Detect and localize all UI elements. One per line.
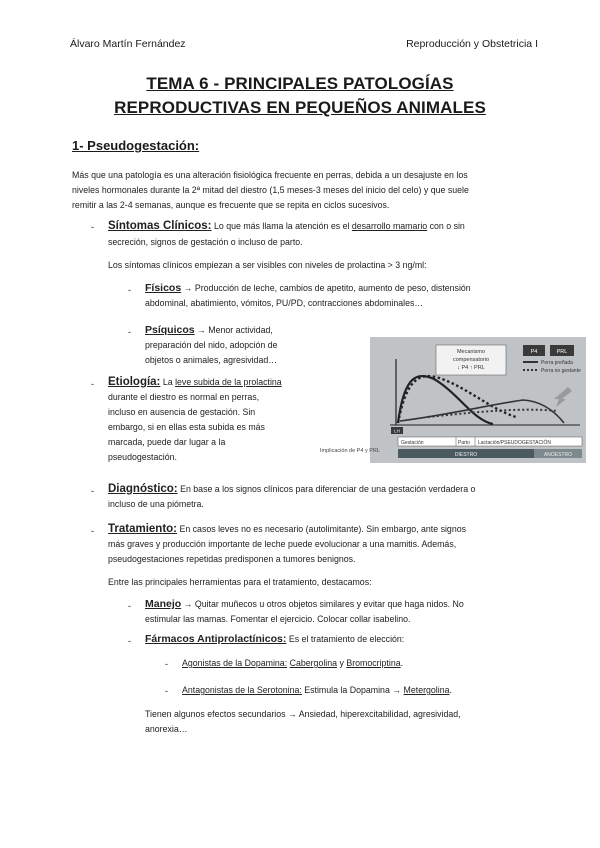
agonistas-label: Agonistas de la Dopamina:: [182, 658, 288, 668]
herramientas-text: Entre las principales herramientas para el tratamiento, destacamos:: [108, 577, 372, 587]
diestro-label: DIESTRO: [454, 452, 478, 458]
agonistas-line: Agonistas de la Dopamina: Cabergolina y Bromocriptina.: [182, 658, 404, 668]
tratamiento-line-2: más graves y producción importante de leche puede evolucionar a una mamitis. Además,: [108, 539, 457, 549]
bullet-dash: -: [165, 659, 168, 669]
etiologia-line-2: durante el diestro es normal en perras,: [108, 392, 260, 402]
page-title-line2: REPRODUCTIVAS EN PEQUEÑOS ANIMALES: [114, 98, 486, 117]
phase-parto: Parto: [458, 440, 470, 446]
anoestro-label: ANOESTRO: [543, 452, 573, 458]
etiologia-underlined: leve subida de la prolactina: [175, 377, 282, 387]
tratamiento-line-1: [108, 522, 466, 537]
legend-p4: P4: [530, 349, 538, 355]
antagonistas-text: Estimula la Dopamina →: [301, 685, 404, 695]
psiquicos-text: → Menor actividad,: [194, 325, 273, 335]
bullet-dash: -: [91, 526, 94, 536]
psiquicos-line-1: [145, 323, 273, 338]
lh-label: LH: [394, 428, 400, 434]
header-subject: Reproducción y Obstetricia I: [406, 38, 538, 50]
bullet-dash: -: [128, 327, 131, 337]
sintomas-line-1: [108, 219, 465, 234]
drug-bromocriptina: Bromocriptina: [346, 658, 401, 668]
farmacos-text: Es el tratamiento de elección:: [286, 634, 405, 644]
prolactina-text: Los síntomas clínicos empiezan a ser visibles con niveles de prolactina > 3 ng/ml:: [108, 260, 427, 270]
sintomas-text: Lo que más llama la atención es el: [211, 221, 352, 231]
psiquicos-line-3: objetos o animales, agresividad…: [145, 355, 278, 365]
legend-pregnant: Perra preñada: [541, 360, 573, 366]
bullet-dash: -: [91, 486, 94, 496]
page-title-line1: TEMA 6 - PRINCIPALES PATOLOGÍAS: [146, 74, 454, 93]
fisicos-line-2: abdominal, abatimiento, vómitos, PU/PD, contracciones abdominales…: [145, 298, 424, 308]
header-author: Álvaro Martín Fernández: [70, 38, 186, 50]
intro-line-3: remitir a las 2-4 semanas, aunque es frecuente que se repita en ciclos sucesivos.: [72, 200, 390, 210]
intro-line-1: Más que una patología es una alteración fisiológica frecuente en perras, debida a un desajuste en los: [72, 170, 468, 180]
fisicos-label: Físicos: [145, 282, 182, 294]
fisicos-line-1: [145, 281, 471, 296]
farmacos-line: [145, 632, 404, 647]
bullet-dash: -: [91, 379, 94, 389]
etiologia-line-5: marcada, puede dar lugar a la: [108, 437, 226, 447]
bullet-dash: -: [128, 285, 131, 295]
sintomas-line-2: secreción, signos de gestación o incluso de parto.: [108, 237, 303, 247]
phase-gestacion: Gestación: [401, 440, 424, 446]
manejo-text: → Quitar muñecos u otros objetos similares y evitar que haga nidos. No: [181, 599, 464, 609]
bullet-dash: -: [165, 686, 168, 696]
farmacos-label: Fármacos Antiprolactínicos:: [145, 633, 287, 645]
etiologia-line-1: [108, 375, 282, 390]
etiologia-line-3: incluso en ausencia de gestación. Sin: [108, 407, 256, 417]
intro-line-2: niveles hormonales durante la 2ª mitad del diestro (1,5 meses-3 meses del inicio del celo) y que suele: [72, 185, 469, 195]
diagnostico-text: En base a los signos clínicos para diferenciar de una gestación verdadera o: [177, 484, 476, 494]
mechanism-line-1: Mecanismo: [456, 349, 486, 355]
tratamiento-label: Tratamiento:: [108, 523, 178, 535]
etiologia-text: La: [160, 377, 176, 387]
bullet-dash: -: [91, 222, 94, 232]
diagnostico-line-1: [108, 482, 475, 497]
efectos-line-2: anorexia…: [145, 724, 188, 734]
sintomas-label: Síntomas Clínicos:: [108, 220, 212, 232]
section-heading: 1- Pseudogestación:: [72, 138, 200, 153]
bullet-dash: -: [128, 601, 131, 611]
legend-nonpregnant: Perra no gestante: [541, 368, 581, 374]
drug-metergolina: Metergolina: [403, 685, 450, 695]
mechanism-line-3: ↓ P4 ↑ PRL: [457, 365, 485, 371]
etiologia-line-4: embargo, si en ellas esta subida es más: [108, 422, 265, 432]
fisicos-text: → Producción de leche, cambios de apetito, aumento de peso, distensión: [181, 283, 471, 293]
diagnostico-label: Diagnóstico:: [108, 483, 178, 495]
psiquicos-line-2: preparación del nido, adopción de: [145, 340, 278, 350]
manejo-line-1: [145, 597, 464, 612]
antagonistas-line: Antagonistas de la Serotonina: Estimula la Dopamina → Metergolina.: [182, 685, 452, 695]
psiquicos-label: Psíquicos: [145, 324, 195, 336]
manejo-label: Manejo: [145, 598, 182, 610]
diagnostico-line-2: incluso de una piómetra.: [108, 499, 204, 509]
manejo-line-2: estimular las mamas. Fomentar el ejercicio. Colocar collar isabelino.: [145, 614, 411, 624]
legend-prl: PRL: [556, 349, 568, 355]
sintomas-underlined: desarrollo mamario: [351, 221, 428, 231]
mechanism-line-2: compensatorio: [452, 357, 490, 363]
drug-cabergolina: Cabergolina: [289, 658, 338, 668]
etiologia-line-6: pseudogestación.: [108, 452, 177, 462]
figure-caption: Implicación de P4 y PRL: [320, 448, 380, 454]
tratamiento-line-3: pseudogestaciones repetidas predisponen a tumores benignos.: [108, 554, 356, 564]
bullet-dash: -: [128, 636, 131, 646]
tratamiento-text: En casos leves no es necesario (autolimitante). Sin embargo, ante signos: [177, 524, 467, 534]
sintomas-text-end: con o sin: [427, 221, 465, 231]
efectos-line-1: Tienen algunos efectos secundarios → Ansiedad, hiperexcitabilidad, agresividad,: [145, 709, 461, 719]
antagonistas-label: Antagonistas de la Serotonina:: [182, 685, 302, 695]
phase-lactacion: Lactación/PSEUDOGESTACIÓN: [478, 440, 551, 446]
etiologia-label: Etiología:: [108, 376, 161, 388]
hormone-figure: [318, 337, 586, 463]
